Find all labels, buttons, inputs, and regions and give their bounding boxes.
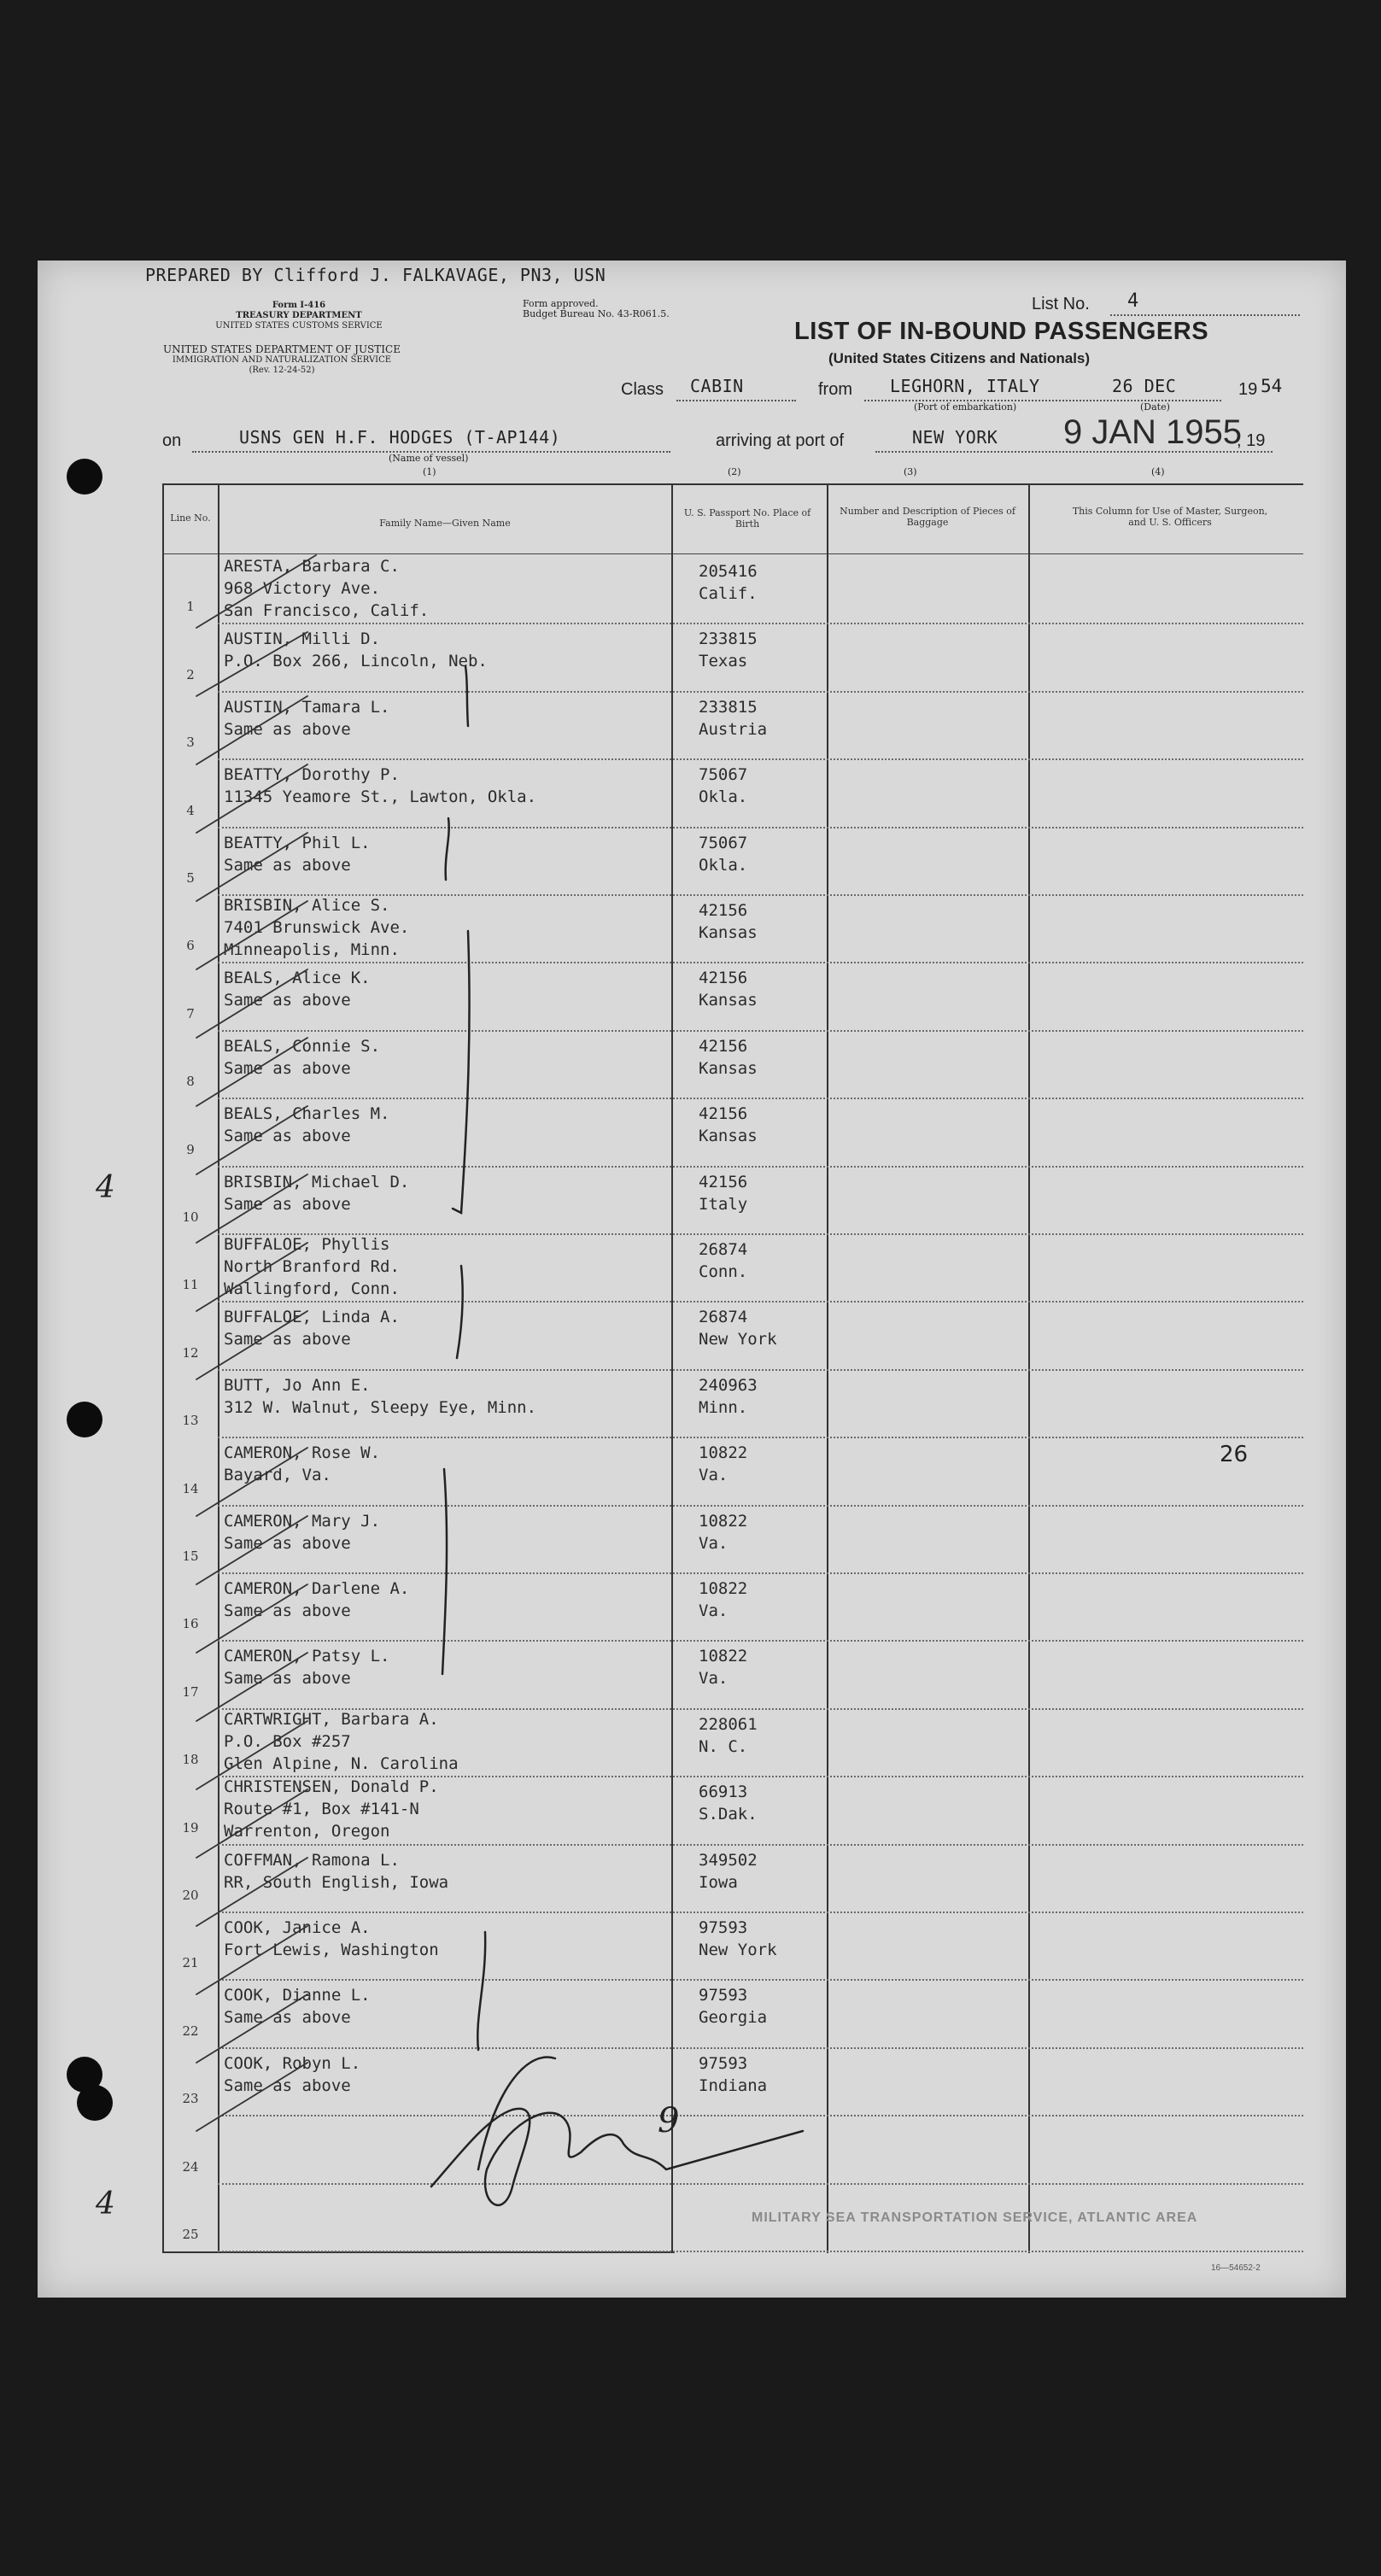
row-line-number: 16 [182, 1616, 199, 1632]
ins-service: IMMIGRATION AND NATURALIZATION SERVICE [172, 355, 392, 365]
header-line-no: Line No. [170, 512, 211, 524]
vessel-name: USNS GEN H.F. HODGES (T-AP144) [239, 427, 561, 448]
passport-birthplace: 42156 Kansas [699, 1104, 758, 1146]
row-line-number: 17 [182, 1683, 199, 1700]
row-line-number: 1 [186, 599, 195, 615]
list-no-value: 4 [1127, 290, 1139, 312]
passenger-name-address: CHRISTENSEN, Donald P. Route #1, Box #141-N Warrenton, Oregon [224, 1777, 439, 1841]
header-baggage: Number and Description of Pieces of Baggage [840, 506, 1015, 528]
tally-checks [196, 555, 316, 2131]
passport-birthplace: 349502 Iowa [699, 1850, 758, 1892]
class-label: Class [621, 380, 664, 399]
revision-date: (Rev. 12-24-52) [249, 366, 315, 375]
row-line-number: 24 [182, 2158, 199, 2175]
bracket-mark [465, 666, 468, 726]
passport-birthplace: 10822 Va. [699, 1579, 748, 1620]
passenger-name-address: BUFFALOE, Phyllis North Branford Rd. Wallingford, Conn. [224, 1235, 400, 1298]
from-label: from [818, 380, 852, 399]
form-approved: Form approved. [523, 298, 599, 309]
header-passport: U. S. Passport No. Place of Birth [683, 507, 811, 530]
row-line-number: 15 [182, 1548, 199, 1564]
date-caption: (Date) [1140, 401, 1170, 413]
passenger-name-address: BUFFALOE, Linda A. Same as above [224, 1308, 400, 1349]
col-num-2: (2) [728, 466, 741, 477]
passport-birthplace: 10822 Va. [699, 1443, 748, 1485]
on-label: on [162, 431, 182, 450]
passport-birthplace: 42156 Kansas [699, 969, 758, 1010]
header-name: Family Name—Given Name [379, 518, 511, 529]
passport-birthplace: 75067 Okla. [699, 765, 748, 807]
passenger-name-address: AUSTIN, Milli D. P.O. Box 266, Lincoln, Neb. [224, 629, 488, 671]
row-line-number: 6 [186, 938, 195, 954]
passport-birthplace: 240963 Minn. [699, 1375, 758, 1417]
passenger-name-address: BRISBIN, Alice S. 7401 Brunswick Ave. Minneapolis, Minn. [224, 896, 410, 959]
passport-birthplace: 233815 Texas [699, 629, 758, 671]
passport-birthplace: 233815 Austria [699, 697, 768, 739]
year-suffix: 54 [1261, 376, 1283, 396]
departure-date: 26 DEC [1112, 376, 1177, 396]
passport-birthplace: 75067 Okla. [699, 833, 748, 875]
row-line-number: 7 [186, 1005, 195, 1022]
row-line-number: 25 [182, 2226, 199, 2242]
passenger-name-address: ARESTA, Barbara C. 968 Victory Ave. San Francisco, Calif. [224, 557, 430, 620]
from-value: LEGHORN, ITALY [890, 376, 1040, 396]
passport-birthplace: 42156 Kansas [699, 901, 758, 942]
footer-code: 16—54652-2 [1211, 2263, 1261, 2273]
passport-birthplace: 66913 S.Dak. [699, 1783, 758, 1824]
arrival-port: NEW YORK [912, 427, 998, 448]
passenger-name-address: COOK, Robyn L. Same as above [224, 2053, 361, 2095]
passenger-name-address: CARTWRIGHT, Barbara A. P.O. Box #257 Glen Alpine, N. Carolina [224, 1709, 459, 1773]
row-line-number: 22 [182, 2023, 199, 2039]
list-no-label: List No. [1032, 295, 1090, 313]
row-line-number: 9 [186, 1141, 195, 1157]
row-line-number: 5 [186, 869, 195, 886]
row-line-number: 21 [182, 1955, 199, 1971]
bracket-mark [453, 931, 470, 1213]
bracket-mark [442, 1469, 447, 1674]
row-line-number: 19 [182, 1819, 199, 1835]
passenger-name-address: BRISBIN, Michael D. Same as above [224, 1172, 410, 1214]
bracket-mark [446, 818, 449, 880]
class-value: CABIN [690, 376, 744, 396]
row-line-number: 12 [182, 1344, 199, 1361]
customs-service: UNITED STATES CUSTOMS SERVICE [215, 321, 383, 331]
arriving-label: arriving at port of [716, 431, 845, 450]
arrival-date-stamp: 9 JAN 1955 [1063, 413, 1243, 451]
passenger-name-address: CAMERON, Patsy L. Same as above [224, 1647, 390, 1689]
passenger-name-address: CAMERON, Mary J. Same as above [224, 1511, 381, 1553]
passenger-name-address: COOK, Dianne L. Same as above [224, 1986, 371, 2028]
bracket-mark [457, 1266, 463, 1358]
form-title: LIST OF IN-BOUND PASSENGERS [794, 318, 1209, 345]
row-line-number: 11 [182, 1277, 199, 1293]
passenger-name-address: BEALS, Connie S. Same as above [224, 1036, 381, 1078]
port-embarkation-caption: (Port of embarkation) [914, 401, 1017, 413]
vessel-caption: (Name of vessel) [389, 453, 469, 464]
passenger-name-address: AUSTIN, Tamara L. Same as above [224, 697, 390, 739]
passenger-name-address: CAMERON, Rose W. Bayard, Va. [224, 1443, 381, 1485]
row-line-number: 4 [186, 802, 195, 818]
treasury-department: TREASURY DEPARTMENT [236, 311, 362, 320]
passenger-name-address: BEATTY, Dorothy P. 11345 Yeamore St., Lawton, Okla. [224, 765, 537, 807]
mst-stamp: MILITARY SEA TRANSPORTATION SERVICE, ATLANTIC AREA [752, 2210, 1198, 2225]
form-subtitle: (United States Citizens and Nationals) [828, 350, 1091, 366]
row-line-number: 2 [186, 666, 195, 682]
passenger-name-address: BUTT, Jo Ann E. 312 W. Walnut, Sleepy Eye, Minn. [224, 1375, 537, 1417]
col-num-3: (3) [904, 466, 917, 477]
passport-birthplace: 97593 Georgia [699, 1986, 768, 2028]
col-num-1: (1) [423, 466, 436, 477]
year2-prefix: , 19 [1237, 431, 1266, 450]
row-line-number: 10 [182, 1209, 199, 1225]
passenger-name-address: BEATTY, Phil L. Same as above [224, 833, 371, 875]
form-number: Form I-416 [272, 301, 326, 310]
passenger-name-address: CAMERON, Darlene A. Same as above [224, 1579, 410, 1620]
col-num-4: (4) [1151, 466, 1165, 477]
row-line-number: 3 [186, 735, 195, 751]
year-prefix: 19 [1238, 380, 1258, 399]
passport-birthplace: 26874 New York [699, 1308, 777, 1349]
row-line-number: 18 [182, 1752, 199, 1768]
passport-birthplace: 26874 Conn. [699, 1240, 748, 1281]
passport-birthplace: 205416 Calif. [699, 562, 758, 603]
bracket-mark [477, 1932, 485, 2050]
header-officers: This Column for Use of Master, Surgeon, and U. S. Officers [1072, 506, 1268, 528]
passenger-name-address: COOK, Janice A. Fort Lewis, Washington [224, 1918, 439, 1959]
signature-stroke [431, 2109, 803, 2205]
passport-birthplace: 42156 Italy [699, 1172, 748, 1214]
margin-mark: 4 [96, 2187, 115, 2222]
prepared-by: PREPARED BY Clifford J. FALKAVAGE, PN3, USN [145, 265, 606, 285]
passport-birthplace: 10822 Va. [699, 1511, 748, 1553]
passport-birthplace: 97593 New York [699, 1918, 777, 1959]
passport-birthplace: 228061 N. C. [699, 1714, 758, 1756]
budget-bureau: Budget Bureau No. 43-R061.5. [523, 308, 670, 319]
signature-note: 9 [658, 2101, 680, 2140]
row-line-number: 20 [182, 1887, 199, 1903]
passport-birthplace: 42156 Kansas [699, 1036, 758, 1078]
passport-birthplace: 97593 Indiana [699, 2053, 768, 2095]
officer-count: 26 [1220, 1442, 1249, 1467]
passenger-name-address: BEALS, Charles M. Same as above [224, 1104, 390, 1146]
row-line-number: 8 [186, 1074, 195, 1090]
passport-birthplace: 10822 Va. [699, 1647, 748, 1689]
row-line-number: 23 [182, 2091, 199, 2107]
department-of-justice: UNITED STATES DEPARTMENT OF JUSTICE [163, 343, 401, 355]
row-line-number: 14 [182, 1480, 199, 1496]
row-line-number: 13 [182, 1413, 199, 1429]
margin-mark: 4 [96, 1170, 115, 1205]
passenger-name-address: BEALS, Alice K. Same as above [224, 969, 371, 1010]
passenger-name-address: COFFMAN, Ramona L. RR, South English, Iowa [224, 1850, 449, 1892]
